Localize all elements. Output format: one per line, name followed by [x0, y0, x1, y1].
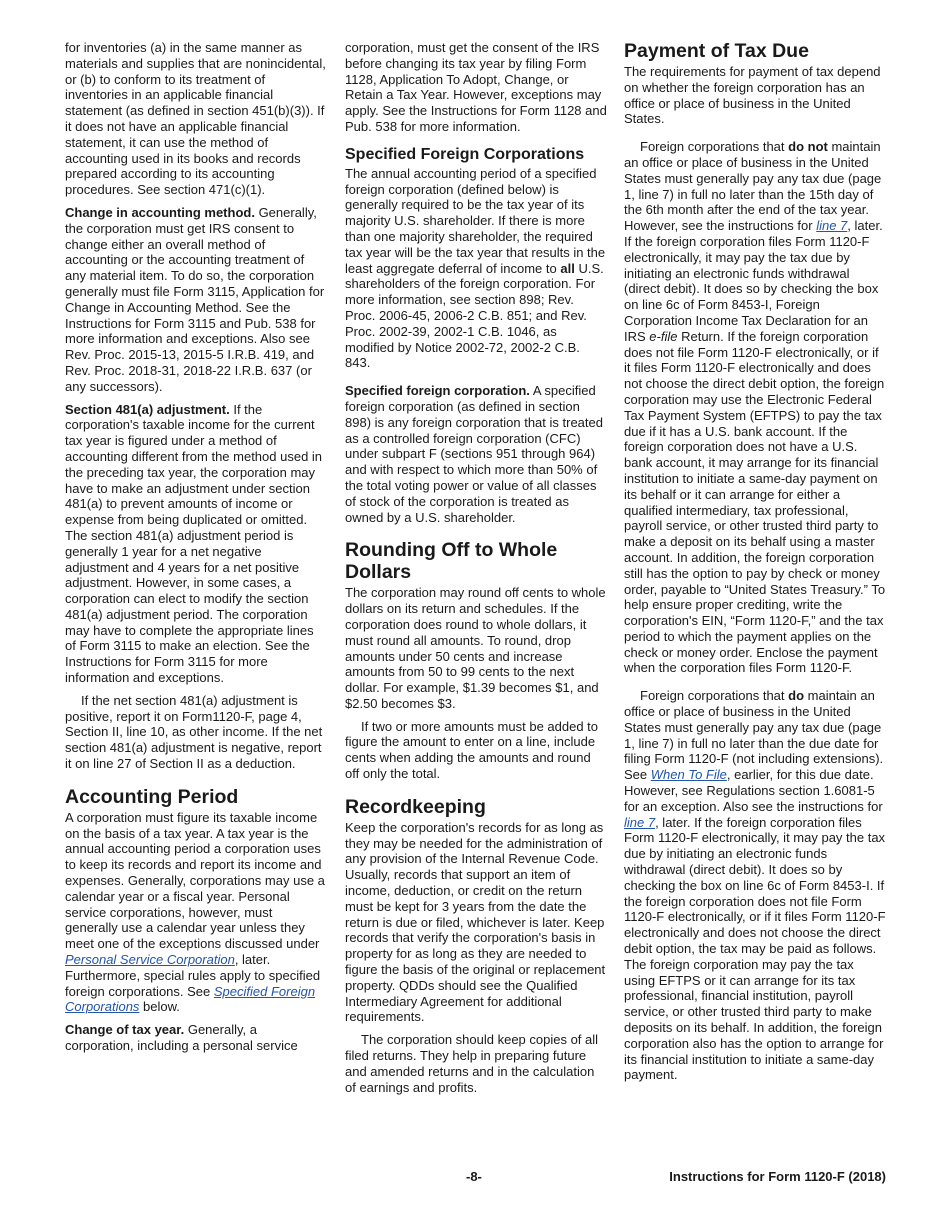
paragraph-with-us-office: Foreign corporations that do maintain an office or place of business in the United States must generally pay any tax due (page 1, line 7) in full no later than the due date for filing Form 1120-F (not including extensions). See When To File, earlier, for this due date. However, see Regulations section 1.6081-5 for an exception. Also see the instructions for line 7, later. If the foreign corporation files Form 1120-F electronically, it may pay the tax due by initiating an electronic funds withdrawal (direct debit). It does so by checking the box on line 6c of Form 8453-I. If the foreign corporation does not file Form 1120-F electronically, or if it files Form 1120-F electronically and does not choose the direct debit option, the tax may be paid as follows. The foreign corporation may pay the tax using EFTPS or it can arrange for its tax professional, financial institution, payroll service, or other trusted third party to make deposits on its behalf. In addition, the foreign corporation also has the option to arrange for its financial institution to initiate a same-day payment.	[624, 688, 886, 1083]
heading-recordkeeping: Recordkeeping	[345, 795, 486, 818]
paragraph-tax-year-consent: corporation, must get the consent of the IRS before changing its tax year by filing Form 1128, Application To Adopt, Change, or Retain a Tax Year. However, exceptions may apply. See the Instructions for Form 1128 and Pub. 538 for more information.	[345, 40, 607, 134]
paragraph-recordkeeping: Keep the corporation's records for as long as they may be needed for the administration of any provision of the Internal Revenue Code. Usually, records that support an item of income, deduction, or credit on the return must be kept for 3 years from the date the return is due or filed, whichever is later. Keep records that verify the corporation's basis in property for as long as they are needed to figure the basis of the original or replacement property. QDDs should see the Qualified Intermediary Agreement for additional requirements.	[345, 819, 606, 1025]
page-number: -8-	[466, 1169, 482, 1184]
paragraph-change-accounting-method: Change in accounting method. Generally, the corporation must get IRS consent to change either an overall method of accounting or the accounting treatment of any material item. To do so, the corporation generally must file Form 3115, Application for Change in Accounting Method. See the Instructions for Form 3115 and Pub. 538 for more information and exceptions. Also see Rev. Proc. 2015-13, 2015-5 I.R.B. 419, and Rev. Proc. 2018-31, 2018-22 I.R.B. 637 (or any successors).	[65, 204, 325, 394]
paragraph-accounting-period: A corporation must figure its taxable income on the basis of a tax year. A tax year is the annual accounting period a corporation uses to keep its records and report its income and expenses. Generally, corporations may use a calendar year or a fiscal year. Personal service corporations, however, must generally use a calendar year unless they meet one of the exceptions discussed under Personal Service Corporation, later. Furthermore, special rules apply to specified foreign corporations. See Specified Foreign Corporations below.	[65, 809, 325, 1015]
paragraph-section-481a: Section 481(a) adjustment. If the corporation's taxable income for the current tax year is figured under a method of accounting different from the method used in the preceding tax year, the corporation may have to make an adjustment under section 481(a) to prevent amounts of income or expense from being duplicated or omitted. The section 481(a) adjustment period is generally 1 year for a net negative adjustment and 4 years for a net positive adjustment. However, in some cases, a corporation can elect to modify the section 481(a) adjustment period. The corporation may have to complete the appropriate lines of Form 3115 to make an election. See the Instructions for Form 3115 for more information and exceptions.	[65, 401, 323, 686]
paragraph-rounding: The corporation may round off cents to whole dollars on its return and schedules. If the corporation does round to whole dollars, it must round all amounts. To round, drop amounts under 50 cents and increase amounts from 50 to 99 cents to the next dollar. For example, $1.39 becomes $1, and $2.50 becomes $3.	[345, 585, 606, 711]
paragraph-sfc-definition: Specified foreign corporation. A specified foreign corporation (as defined in section 898) is any foreign corporation that is treated as a controlled foreign corporation (CFC) under subpart F (sections 951 through 964) and with respect to which more than 50% of the total voting power or value of all classes of stock of the corporation is treated as owned by a U.S. shareholder.	[345, 383, 603, 525]
paragraph-no-us-office: Foreign corporations that do not maintain an office or place of business in the United States must generally pay any tax due (page 1, line 7) in full no later than the 15th day of the 6th month after the end of the tax year. However, see the instructions for line 7, later. If the foreign corporation files Form 1120-F electronically, it may pay the tax due by initiating an electronic funds withdrawal (direct debit). It does so by checking the box on line 6c of Form 8453-I, Foreign Corporation Income Tax Declaration for an IRS e-file Return. If the foreign corporation does not file Form 1120-F electronically, or if it files Form 1120-F electronically and does not choose the direct debit option, the foreign corporation may use the Electronic Federal Tax Payment System (EFTPS) to pay the tax due if it has a U.S. bank account. If the foreign corporation does not have a U.S. bank account, it may arrange for its financial institution to initiate a same-day payment on its behalf or it can arrange for either a qualified intermediary, tax professional, payroll service, or other trusted third party to make a deposit on its behalf using a master account. In addition, the foreign corporation still has the option to pay by check or money order, payable to “United States Treasury.” To help ensure proper crediting, write the corporation's EIN, “Form 1120-F,” and the tax period to which the payment applies on the check or money order. Enclose the payment when the corporation files Form 1120-F.	[624, 139, 886, 676]
paragraph-keep-copies: The corporation should keep copies of all filed returns. They help in preparing future and amended returns and in the calculation of earnings and profits.	[345, 1032, 599, 1095]
paragraph-sfc-accounting-period: The annual accounting period of a specified foreign corporation (defined below) is generally required to be the tax year of its majority U.S. shareholder. If there is more than one majority shareholder, the required tax year will be the tax year that results in the least aggregate deferral of income to all U.S. shareholders of the foreign corporation. For more information, see section 898; Rev. Proc. 2006-45, 2006-2 C.B. 851; and Rev. Proc. 2002-39, 2002-1 C.B. 1046, as modified by Notice 2002-72, 2002-2 C.B. 843.	[345, 165, 606, 371]
heading-accounting-period: Accounting Period	[65, 785, 239, 808]
paragraph-change-tax-year: Change of tax year. Generally, a corporation, including a personal service	[65, 1022, 298, 1054]
paragraph-rounding-totals: If two or more amounts must be added to figure the amount to enter on a line, include cents when adding the amounts and round off only the total.	[345, 718, 599, 782]
run-in-heading: Specified foreign corporation.	[345, 383, 530, 399]
run-in-heading: Change of tax year.	[65, 1022, 185, 1038]
link-specified-foreign-corporations[interactable]: Specified Foreign Corporations	[65, 983, 316, 1015]
link-when-to-file[interactable]: When To File	[650, 767, 727, 783]
run-in-heading: Change in accounting method.	[65, 204, 255, 220]
heading-rounding-off: Rounding Off to Whole Dollars	[345, 539, 558, 584]
link-line-7[interactable]: line 7	[624, 814, 656, 830]
paragraph-net-481a: If the net section 481(a) adjustment is positive, report it on Form1120-F, page 4, Section II, line 10, as other income. If the net section 481(a) adjustment is negative, report it on line 27 of Section II as a deduction.	[65, 692, 323, 772]
form-title: Instructions for Form 1120-F (2018)	[669, 1169, 886, 1184]
run-in-heading: Section 481(a) adjustment.	[65, 401, 230, 417]
column-2	[345, 40, 607, 1102]
link-line-7[interactable]: line 7	[816, 218, 848, 234]
column-3	[624, 40, 888, 1090]
heading-payment-of-tax-due: Payment of Tax Due	[624, 40, 809, 62]
column-1	[65, 40, 327, 1061]
paragraph-payment-requirements: The requirements for payment of tax depend on whether the foreign corporation has an office or place of business in the United States.	[624, 64, 881, 127]
heading-specified-foreign-corporations: Specified Foreign Corporations	[345, 145, 585, 163]
paragraph-inventories: for inventories (a) in the same manner as materials and supplies that are nonincidental, or (b) to conform to its treatment of inventories in an applicable financial statement (as defined in section 451(b)(3)). If it does not have an applicable financial statement, it can use the method of accounting used in its books and records prepared according to its accounting procedures. See section 471(c)(1).	[65, 40, 326, 198]
link-personal-service-corporation[interactable]: Personal Service Corporation	[65, 952, 235, 968]
